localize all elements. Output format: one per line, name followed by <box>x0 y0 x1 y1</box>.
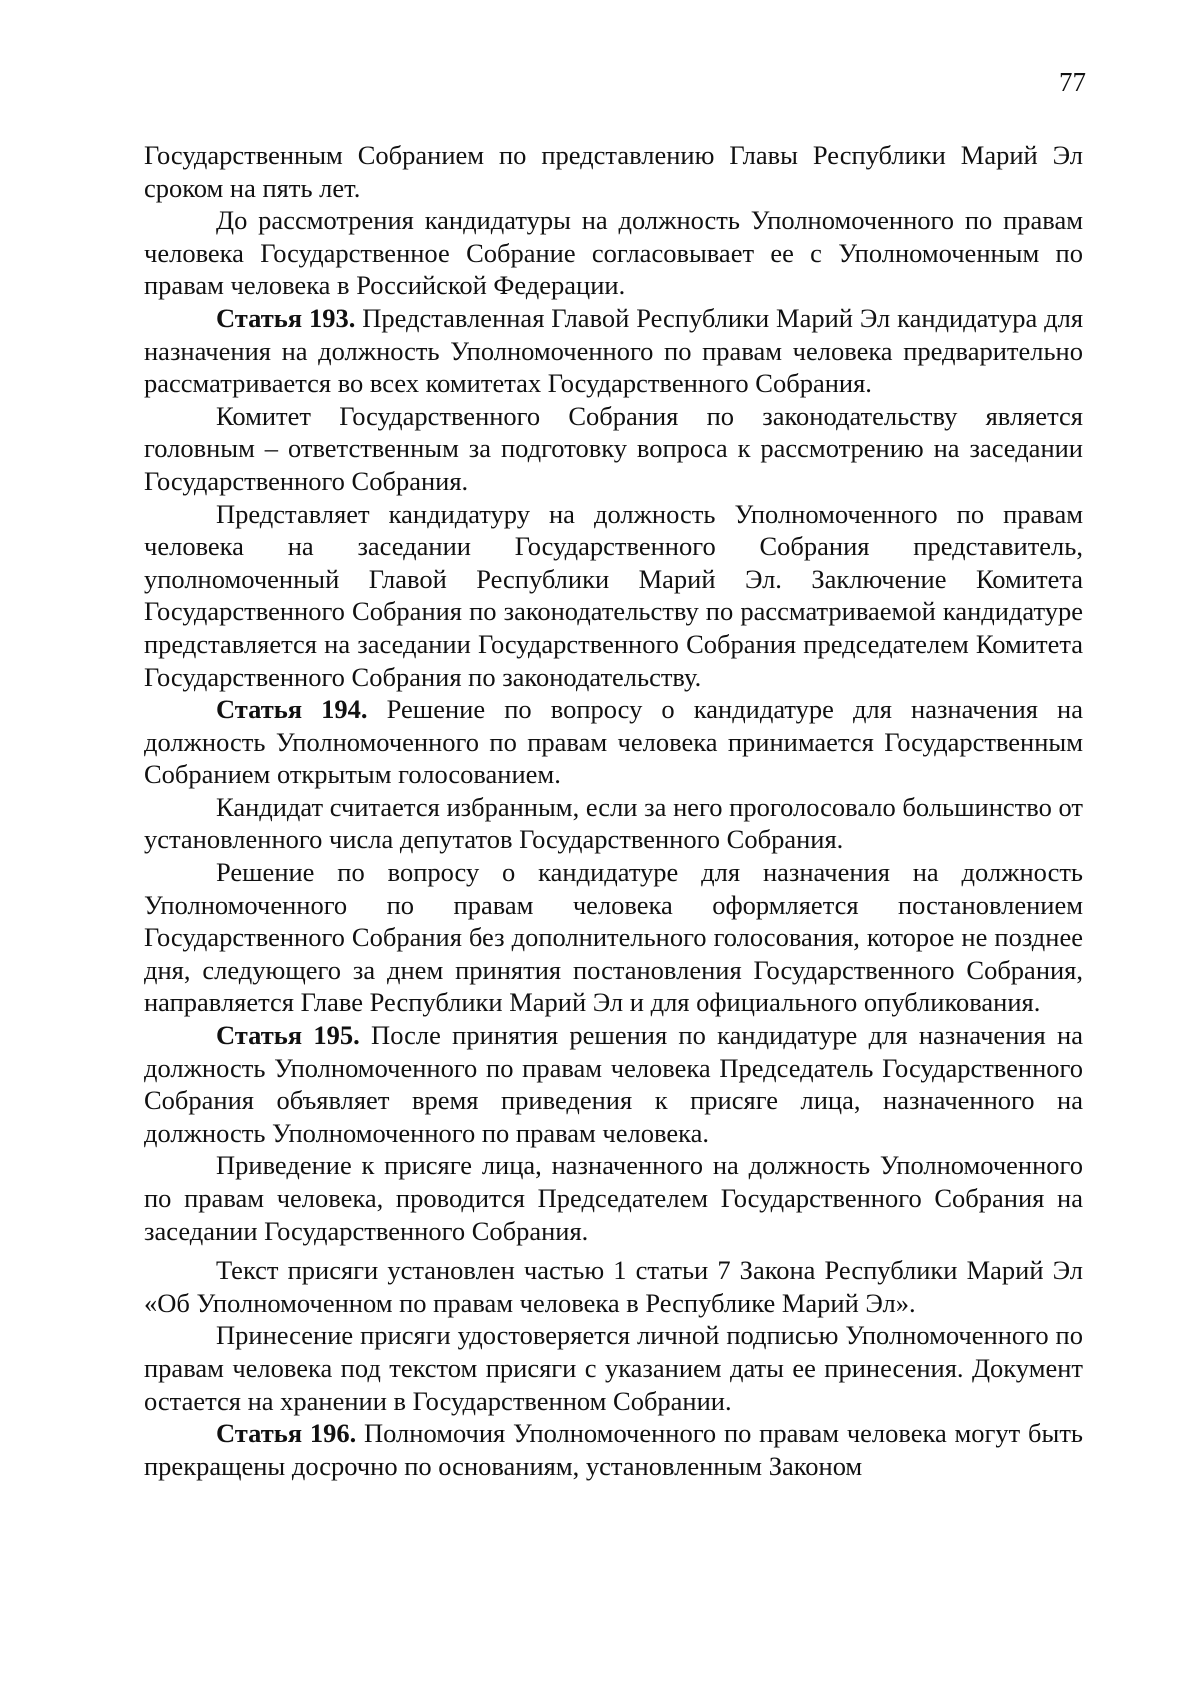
paragraph-continuation <box>144 139 1083 204</box>
paragraph-text: Текст присяги установлен частью 1 статьи 7 Закона Республики Марий Эл «Об Уполномоченном по правам человека в Республике Марий Эл». <box>144 1255 1083 1318</box>
paragraph <box>144 1149 1083 1247</box>
paragraph-text: После принятия решения по кандидатуре для назначения на должность Уполномоченного по правам человека Председатель Государственного Собрания объявляет время приведения к присяге лица, назначенного на должность Уполномоченного по правам человека. <box>144 1020 1083 1148</box>
paragraph-text: Комитет Государственного Собрания по законодательству является головным – ответственным за подготовку вопроса к рассмотрению на заседании Государственного Собрания. <box>144 400 1083 496</box>
paragraph-article-195 <box>144 1019 1083 1149</box>
document-body <box>144 139 1083 1482</box>
paragraph-article-193 <box>144 302 1083 400</box>
paragraph-article-196 <box>144 1417 1083 1482</box>
paragraph-text: Представляет кандидатуру на должность Уполномоченного по правам человека на заседании Государственного Собрания представитель, уполномоченный Главой Республики Марий Эл. Заключение Комитета Государственного Собрания по законодательству по рассматриваемой кандидатуре представляется на заседании Государственного Собрания председателем Комитета Государственного Собрания по законодательству. <box>144 498 1083 692</box>
article-heading: Статья 196. <box>216 1418 357 1449</box>
paragraph-text: Кандидат считается избранным, если за него проголосовало большинство от установленного числа депутатов Государственного Собрания. <box>144 791 1083 855</box>
article-heading: Статья 194. <box>216 694 368 725</box>
paragraph <box>144 204 1083 302</box>
paragraph <box>144 856 1083 1019</box>
article-heading: Статья 195. <box>216 1020 360 1051</box>
paragraph-text: Принесение присяги удостоверяется личной подписью Уполномоченного по правам человека под текстом присяги с указанием даты ее принесения. Документ остается на хранении в Государственном Собрании. <box>144 1320 1083 1416</box>
paragraph-text: До рассмотрения кандидатуры на должность Уполномоченного по правам человека Государственное Собрание согласовывает ее с Уполномоченным по правам человека в Российской Федерации. <box>144 205 1083 301</box>
paragraph <box>144 1319 1083 1417</box>
paragraph-text: Приведение к присяге лица, назначенного на должность Уполномоченного по правам человека, проводится Председателем Государственного Собрания на заседании Государственного Собрания. <box>144 1150 1083 1246</box>
paragraph-article-194 <box>144 693 1083 791</box>
paragraph <box>144 791 1083 856</box>
paragraph-text: Решение по вопросу о кандидатуре для назначения на должность Уполномоченного по правам человека оформляется постановлением Государственного Собрания без дополнительного голосования, которое не позднее дня, следующего за днем принятия постановления Государственного Собрания, направляется Главе Республики Марий Эл и для официального опубликования. <box>144 857 1083 1018</box>
article-heading: Статья 193. <box>216 302 356 333</box>
paragraph <box>144 400 1083 498</box>
paragraph-text: Представленная Главой Республики Марий Эл кандидатура для назначения на должность Уполномоченного по правам человека предварительно рассматривается во всех комитетах Государственного Собрания. <box>144 302 1084 399</box>
page-number: 77 <box>1059 67 1086 97</box>
paragraph <box>144 1254 1083 1319</box>
paragraph-text: Решение по вопросу о кандидатуре для назначения на должность Уполномоченного по правам человека принимается Государственным Собранием открытым голосованием. <box>144 694 1084 790</box>
paragraph-text: Полномочия Уполномоченного по правам человека могут быть прекращены досрочно по основаниям, установленным Законом <box>144 1418 1083 1481</box>
paragraph <box>144 498 1083 694</box>
paragraph-text: Государственным Собранием по представлению Главы Республики Марий Эл сроком на пять лет. <box>144 140 1083 203</box>
